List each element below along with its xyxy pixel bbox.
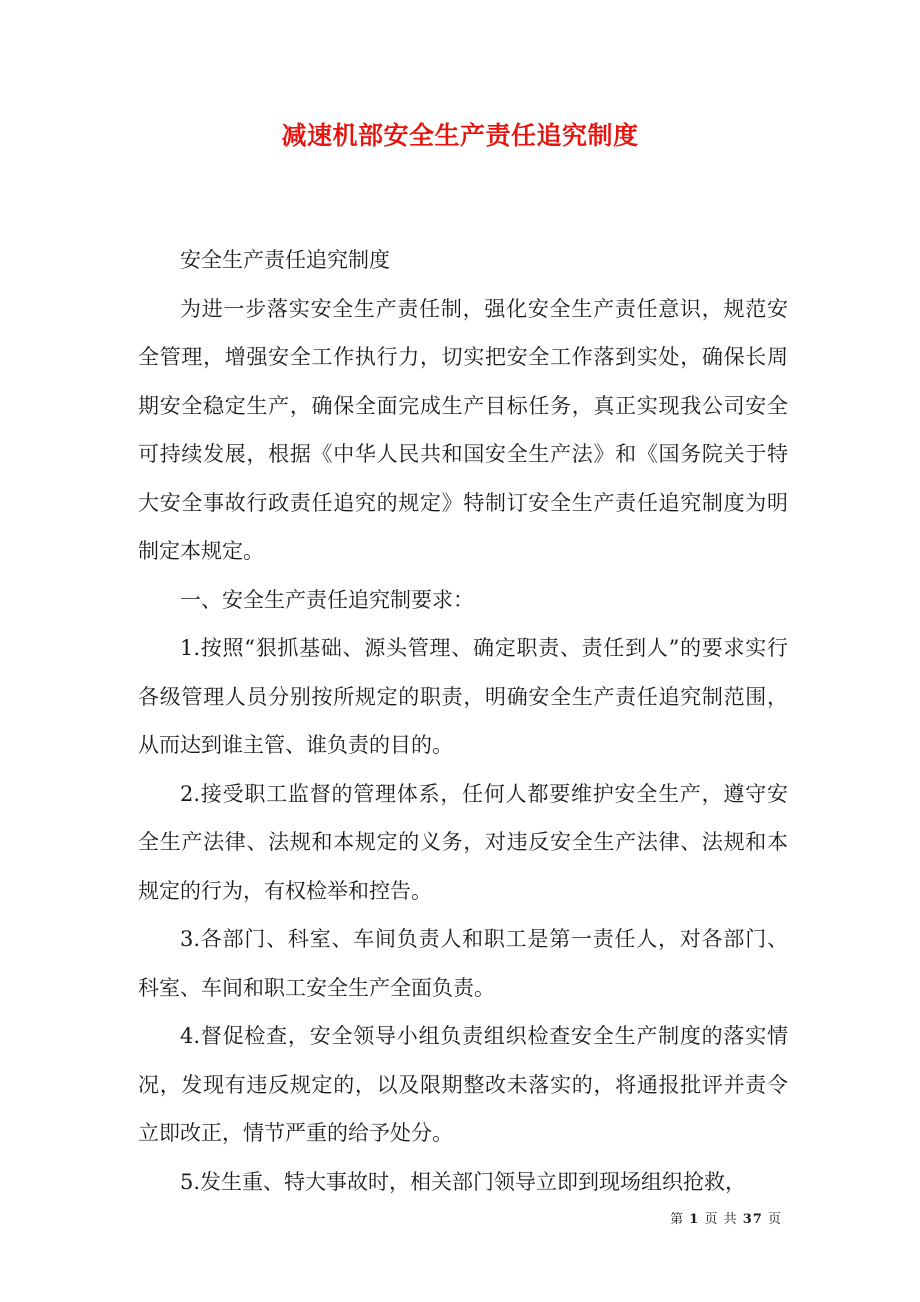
list-item-2: 2.接受职工监督的管理体系，任何人都要维护安全生产，遵守安全生产法律、法规和本规定的义务，对违反安全生产法律、法规和本规定的行为，有权检举和控告。 — [138, 781, 788, 903]
total-pages-number: 37 — [742, 1212, 763, 1227]
footer-suffix: 页 — [767, 1212, 782, 1227]
intro-paragraph: 为进一步落实安全生产责任制，强化安全生产责任意识，规范安全管理，增强安全工作执行力，切实把安全工作落到实处，确保长周期安全稳定生产，确保全面完成生产目标任务，真正实现我公司安全可持续发展，根据《中华人民共和国安全生产法》和《国务院关于特大安全事故行政责任追究的规定》特制订安全生产责任追究制度为明制定本规定。 — [138, 296, 788, 563]
document-title: 减速机部安全生产责任追究制度 — [281, 121, 639, 150]
document-body — [138, 236, 788, 1206]
list-item-3: 3.各部门、科室、车间负责人和职工是第一责任人，对各部门、科室、车间和职工安全生产全面负责。 — [138, 927, 788, 1000]
list-item-5: 5.发生重、特大事故时，相关部门领导立即到现场组织抢救， — [180, 1169, 747, 1194]
document-subtitle: 安全生产责任追究制度 — [180, 248, 390, 272]
list-item-4: 4.督促检查，安全领导小组负责组织检查安全生产制度的落实情况，发现有违反规定的，以及限期整改未落实的，将通报批评并责令立即改正，情节严重的给予处分。 — [138, 1024, 788, 1145]
footer-prefix: 第 — [670, 1212, 685, 1227]
footer-middle: 页 共 — [704, 1212, 738, 1227]
section-heading: 一、安全生产责任追究制要求： — [180, 587, 474, 612]
page-footer — [0, 1208, 782, 1227]
list-item-1: 1.按照“狠抓基础、源头管理、确定职责、责任到人”的要求实行各级管理人员分别按所规定的职责，明确安全生产责任追究制范围，从而达到谁主管、谁负责的目的。 — [138, 636, 788, 757]
current-page-number: 1 — [689, 1212, 700, 1227]
